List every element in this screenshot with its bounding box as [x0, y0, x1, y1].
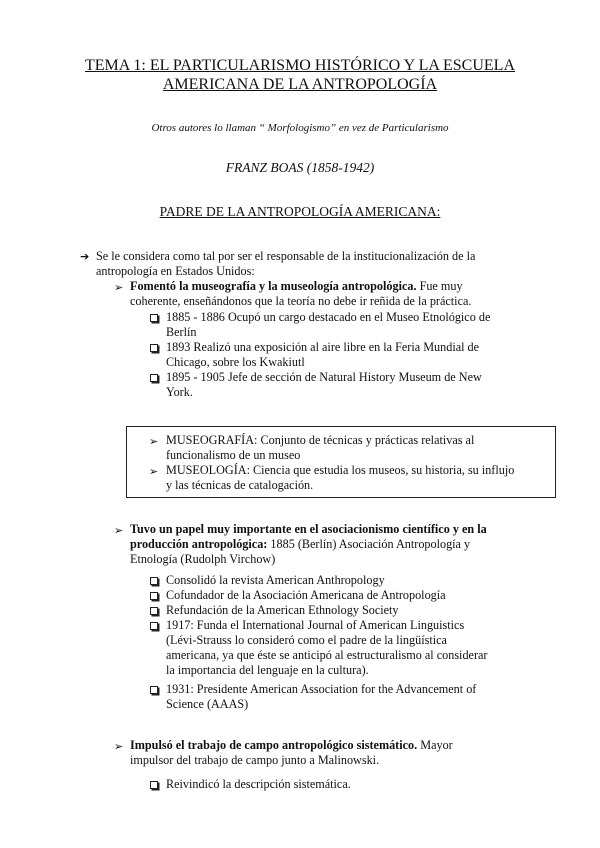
checkbox-bullet-icon: [150, 607, 158, 615]
list-item-line: Refundación de la American Ethnology Society: [166, 603, 399, 617]
intro-line-2: antropología en Estados Unidos:: [96, 264, 255, 278]
museo-paragraph: [130, 279, 570, 309]
page-title: [60, 56, 540, 94]
list-item-line: 1885 - 1886 Ocupó un cargo destacado en el Museo Etnológico de: [166, 310, 491, 324]
list-item: [166, 573, 566, 588]
campo-line-2: impulsor del trabajo de campo junto a Malinowski.: [130, 753, 380, 767]
checkbox-bullet-icon: [150, 781, 158, 789]
museo-bold: Fomentó la museografía y la museología antropológica.: [130, 279, 417, 293]
intro-line-1: Se le considera como tal por ser el responsable de la institucionalización de la: [96, 249, 476, 263]
arrow-icon: ➔: [80, 250, 90, 263]
author-name: FRANZ BOAS: [225, 160, 304, 175]
campo-bold: Impulsó el trabajo de campo antropológico sistemático.: [130, 738, 418, 752]
campo-paragraph: [130, 738, 570, 768]
list-item: [166, 310, 566, 340]
checkbox-bullet-icon: [150, 314, 158, 322]
list-item: [166, 370, 566, 400]
section-heading: PADRE DE LA ANTROPOLOGÍA AMERICANA:: [159, 204, 441, 219]
checkbox-bullet-icon: [150, 344, 158, 352]
list-item-line: Reivindicó la descripción sistemática.: [166, 777, 351, 791]
arrowhead-bullet-icon: ➢: [114, 524, 124, 537]
list-item-line: 1893 Realizó una exposición al aire libre en la Feria Mundial de: [166, 340, 480, 354]
arrowhead-bullet-icon: ➢: [149, 435, 159, 448]
museologia-definition: [166, 463, 554, 493]
author-years: (1858-1942): [303, 160, 375, 175]
list-item-line: 1931: Presidente American Association for the Advancement of: [166, 682, 477, 696]
checkbox-bullet-icon: [150, 577, 158, 585]
museografia-definition: [166, 433, 552, 463]
list-item: [166, 603, 566, 618]
list-item-line: (Lévi-Strauss lo consideró como el padre de la lingüística: [166, 633, 447, 647]
asociacionismo-line-3: Etnología (Rudolph Virchow): [130, 552, 276, 566]
list-item: [166, 618, 576, 678]
list-item-line: Berlín: [166, 325, 197, 339]
list-item: [166, 588, 566, 603]
list-item-line: Chicago, sobre los Kwakiutl: [166, 355, 305, 369]
definition-line: MUSEOGRAFÍA: Conjunto de técnicas y prácticas relativas al: [166, 433, 475, 447]
list-item-line: 1917: Funda el International Journal of American Linguistics: [166, 618, 465, 632]
definition-line: MUSEOLOGÍA: Ciencia que estudia los museos, su historia, su influjo: [166, 463, 515, 477]
arrowhead-bullet-icon: ➢: [114, 740, 124, 753]
list-item-line: York.: [166, 385, 193, 399]
checkbox-bullet-icon: [150, 374, 158, 382]
list-item: [166, 340, 566, 370]
list-item-line: americana, ya que éste se anticipó al estructuralismo al considerar: [166, 648, 488, 662]
list-item-line: Cofundador de la Asociación Americana de Antropología: [166, 588, 446, 602]
subtitle: Otros autores lo llaman “ Morfologismo” en vez de Particularismo: [151, 122, 449, 134]
definition-line: funcionalismo de un museo: [166, 448, 301, 462]
checkbox-bullet-icon: [150, 622, 158, 630]
arrowhead-bullet-icon: ➢: [114, 281, 124, 294]
list-item: [166, 682, 576, 712]
checkbox-bullet-icon: [150, 686, 158, 694]
list-item-line: 1895 - 1905 Jefe de sección de Natural History Museum de New: [166, 370, 482, 384]
checkbox-bullet-icon: [150, 592, 158, 600]
author-heading: [0, 160, 600, 176]
list-item-line: la importancia del lenguaje en la cultura).: [166, 663, 369, 677]
asociacionismo-bold-2: producción antropológica:: [130, 537, 268, 551]
campo-rest: Mayor: [417, 738, 453, 752]
museo-line-2: coherente, enseñándonos que la teoría no debe ir reñida de la práctica.: [130, 294, 472, 308]
definition-line: y las técnicas de catalogación.: [166, 478, 314, 492]
museo-rest: Fue muy: [416, 279, 463, 293]
arrowhead-bullet-icon: ➢: [149, 465, 159, 478]
title-line-2: AMERICANA DE LA ANTROPOLOGÍA: [162, 76, 438, 93]
intro-paragraph: [96, 249, 566, 279]
list-item-line: Consolidó la revista American Anthropology: [166, 573, 385, 587]
asociacionismo-paragraph: [130, 522, 570, 567]
title-line-1: TEMA 1: EL PARTICULARISMO HISTÓRICO Y LA ESCUELA: [84, 57, 516, 74]
asociacionismo-rest: 1885 (Berlín) Asociación Antropología y: [267, 537, 471, 551]
asociacionismo-bold-1: Tuvo un papel muy importante en el asociacionismo científico y en la: [130, 522, 487, 536]
list-item-line: Science (AAAS): [166, 697, 249, 711]
list-item: [166, 777, 566, 792]
